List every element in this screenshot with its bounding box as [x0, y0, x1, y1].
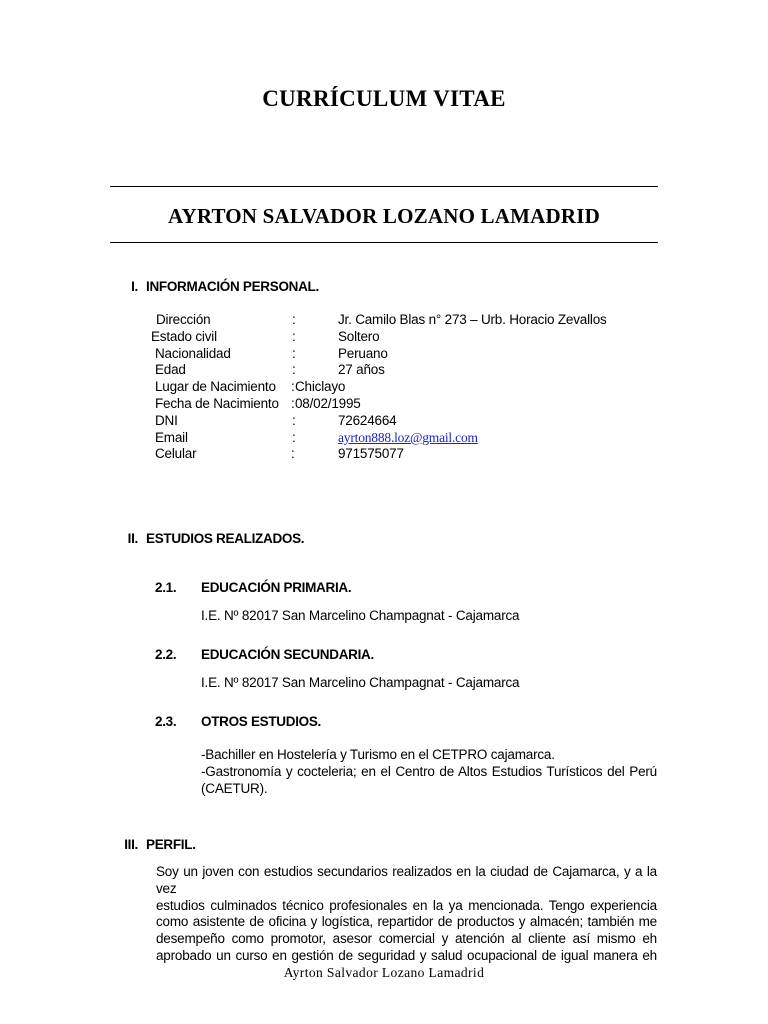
subsection-number: 2.3.	[155, 714, 177, 729]
profile-line: como asistente de oficina y logística, repartidor de productos y almacén; también me	[156, 914, 657, 930]
section-number: I.	[131, 279, 138, 294]
primary-school-text: I.E. Nº 82017 San Marcelino Champagnat - Cajamarca	[201, 608, 520, 623]
profile-line: aprobado un curso en gestión de seguridad y salud ocupacional de igual manera eh	[156, 947, 657, 963]
info-row-birthdate	[0, 396, 768, 413]
info-row-address	[0, 312, 768, 329]
info-separator: :	[292, 312, 296, 327]
info-value: 971575077	[338, 446, 404, 461]
info-separator: :	[291, 446, 295, 461]
info-label: DNI	[155, 413, 178, 428]
info-separator: :	[292, 362, 296, 377]
email-link[interactable]: ayrton888.loz@gmail.com	[338, 430, 478, 445]
info-label: Dirección	[156, 312, 211, 327]
info-label: Celular	[155, 446, 197, 461]
info-row-age	[0, 362, 768, 379]
info-row-phone	[0, 446, 768, 463]
person-name: AYRTON SALVADOR LOZANO LAMADRID	[168, 204, 600, 228]
info-row-dni	[0, 413, 768, 430]
profile-line: desempeño como promotor, asesor comercial y atención al cliente así mismo eh	[156, 931, 657, 947]
section-studies-heading	[112, 531, 304, 546]
info-value: 27 años	[338, 362, 385, 377]
top-rule	[110, 186, 658, 187]
subsection-number: 2.2.	[155, 647, 177, 662]
info-value: Jr. Camilo Blas n° 273 – Urb. Horacio Zevallos	[338, 312, 607, 327]
other-studies-line: (CAETUR).	[201, 780, 268, 796]
subsection-secondary-heading: EDUCACIÓN SECUNDARIA.	[201, 647, 374, 662]
info-value: Peruano	[338, 346, 388, 361]
profile-line: Soy un joven con estudios secundarios realizados en la ciudad de Cajamarca, y a la vez	[156, 864, 657, 896]
info-separator: :	[291, 379, 295, 394]
section-personal-heading	[116, 279, 319, 294]
document-title: CURRÍCULUM VITAE	[262, 86, 506, 111]
bottom-rule	[110, 242, 658, 243]
info-label: Nacionalidad	[155, 346, 231, 361]
info-separator: :	[292, 413, 296, 428]
section-number: II.	[127, 531, 138, 546]
subsection-other-heading: OTROS ESTUDIOS.	[201, 714, 322, 729]
info-separator: :	[292, 346, 296, 361]
secondary-school-text: I.E. Nº 82017 San Marcelino Champagnat - Cajamarca	[201, 675, 520, 690]
info-label: Edad	[155, 362, 186, 377]
other-studies-line: -Gastronomía y cocteleria; en el Centro de Altos Estudios Turísticos del Perú	[201, 763, 657, 779]
section-number: III.	[124, 837, 138, 852]
subsection-number: 2.1.	[155, 580, 177, 595]
info-separator: :	[292, 329, 296, 344]
info-separator: :	[291, 396, 295, 411]
info-label: Fecha de Nacimiento	[155, 396, 279, 411]
section-profile-heading	[108, 837, 196, 852]
other-studies-line: -Bachiller en Hostelería y Turismo en el CETPRO cajamarca.	[201, 747, 555, 762]
info-value: 72624664	[338, 413, 397, 428]
info-value: Chiclayo	[295, 379, 346, 394]
info-row-nationality	[0, 346, 768, 363]
info-label: Email	[155, 430, 188, 445]
other-studies-text	[201, 747, 657, 797]
info-value: Soltero	[338, 329, 380, 344]
profile-line: estudios culminados técnico profesionales en la ya mencionada. Tengo experiencia	[156, 897, 657, 913]
info-row-birthplace	[0, 379, 768, 396]
section-title: PERFIL.	[146, 837, 196, 852]
page-footer: Ayrton Salvador Lozano Lamadrid	[283, 965, 485, 980]
subsection-primary-heading: EDUCACIÓN PRIMARIA.	[201, 580, 352, 595]
info-separator: :	[292, 430, 296, 445]
info-row-civil-status	[0, 329, 768, 346]
info-label: Lugar de Nacimiento	[155, 379, 276, 394]
info-value: 08/02/1995	[295, 396, 361, 411]
info-label: Estado civil	[151, 329, 217, 344]
profile-paragraph	[156, 864, 657, 965]
section-title: INFORMACIÓN PERSONAL.	[146, 279, 319, 294]
section-title: ESTUDIOS REALIZADOS.	[146, 531, 305, 546]
info-row-email	[0, 430, 768, 447]
